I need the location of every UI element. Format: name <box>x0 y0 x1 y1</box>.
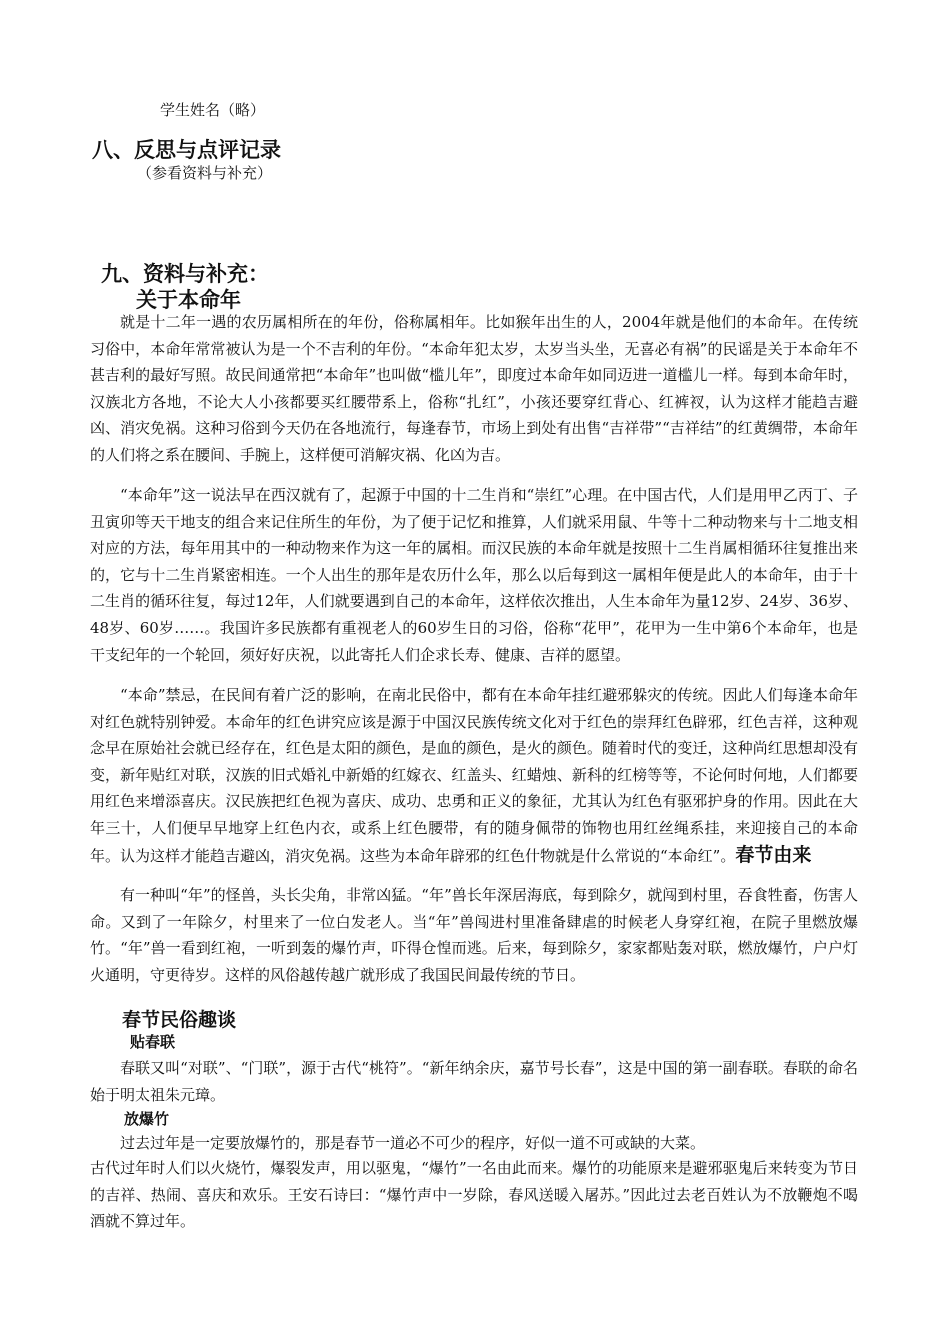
benming-paragraph-3 <box>90 682 858 869</box>
baozhu-paragraph-1: 过去过年是一定要放爆竹的，那是春节一道必不可少的程序，好似一道不可或缺的大菜。 <box>120 1134 706 1152</box>
benming-paragraph-2: “本命年”这一说法早在西汉就有了，起源于中国的十二生肖和“崇红”心理。在中国古代，人们是用甲乙丙丁、子丑寅卯等天干地支的组合来记住所生的年份，为了便于记忆和推算，人们就采用鼠、牛等十二种动物来与十二地支相对应的方法，每年用其中的一种动物来作为这一年的属相。而汉民族的本命年就是按照十二生肖属相循环往复推出来的，它与十二生肖紧密相连。一个人出生的那年是农历什么年，那么以后每到这一属相年便是此人的本命年，由于十二生肖的循环往复，每过12年，人们就要遇到自己的本命年，这样依次推出，人生本命年为量12岁、24岁、36岁、48岁、60岁……。我国许多民族都有重视老人的60岁生日的习俗，俗称“花甲”，花甲为一生中第6个本命年，也是干支纪年的一个轮回，须好好庆祝，以此寄托人们企求长寿、健康、吉祥的愿望。 <box>90 486 858 664</box>
section-8-note: （参看资料与补充） <box>137 164 273 182</box>
section-8-heading: 八、反思与点评记录 <box>92 138 281 162</box>
section-9-heading: 九、资料与补充： <box>101 262 269 286</box>
benming-paragraph-1: 就是十二年一遇的农历属相所在的年份，俗称属相年。比如猴年出生的人，2004年就是他们的本命年。在传统习俗中，本命年常常被认为是一个不吉利的年份。“本命年犯太岁，太岁当头坐，无喜必有祸”的民谣是关于本命年不甚吉利的最好写照。故民间通常把“本命年”也叫做“槛儿年”，即度过本命年如同迈进一道槛儿一样。每到本命年时，汉族北方各地，不论大人小孩都要买红腰带系上，俗称“扎红”，小孩还要穿红背心、红裤衩，认为这样才能趋吉避凶、消灾免祸。这种习俗到今天仍在各地流行，每逢春节，市场上到处有出售“吉祥带”“吉祥结”的红黄绸带，本命年的人们将之系在腰间、手腕上，这样便可消解灾祸、化凶为吉。 <box>90 313 858 464</box>
minsu-heading: 春节民俗趣谈 <box>122 1009 237 1031</box>
baozhu-paragraph-2: 古代过年时人们以火烧竹，爆裂发声，用以驱鬼，“爆竹”一名由此而来。爆竹的功能原来是避邪驱鬼后来转变为节日的吉祥、热闹、喜庆和欢乐。王安石诗曰：“爆竹声中一岁除，春风送暖入屠苏。”因此过去老百姓认为不放鞭炮不喝酒就不算过年。 <box>90 1159 858 1231</box>
duilian-heading: 贴春联 <box>130 1033 176 1051</box>
student-name-line: 学生姓名（略） <box>160 101 266 119</box>
baozhu-heading: 放爆竹 <box>124 1110 170 1128</box>
chunjie-paragraph: 有一种叫“年”的怪兽，头长尖角，非常凶猛。“年”兽长年深居海底，每到除夕，就闯到村里，吞食牲畜，伤害人命。又到了一年除夕，村里来了一位白发老人。当“年”兽闯进村里准备肆虐的时候老人身穿红袍，在院子里燃放爆竹。“年”兽一看到红袍，一听到轰的爆竹声，吓得仓惶而逃。后来，每到除夕，家家都贴轰对联，燃放爆竹，户户灯火通明，守更待岁。这样的风俗越传越广就形成了我国民间最传统的节日。 <box>90 886 858 984</box>
benming-heading: 关于本命年 <box>136 288 241 312</box>
duilian-paragraph: 春联又叫“对联”、“门联”，源于古代“桃符”。“新年纳余庆，嘉节号长春”，这是中国的第一副春联。春联的命名始于明太祖朱元璋。 <box>90 1059 858 1104</box>
benming-paragraph-3-text: “本命”禁忌，在民间有着广泛的影响，在南北民俗中，都有在本命年挂红避邪躲灾的传统。因此人们每逢本命年对红色就特别钟爱。本命年的红色讲究应该是源于中国汉民族传统文化对于红色的崇拜红色辟邪，红色吉祥，这种观念早在原始社会就已经存在，红色是太阳的颜色，是血的颜色，是火的颜色。随着时代的变迁，这种尚红思想却没有变，新年贴红对联，汉族的旧式婚礼中新婚的红嫁衣、红盖头、红蜡烛、新科的红榜等等，不论何时何地，人们都要用红色来增添喜庆。汉民族把红色视为喜庆、成功、忠勇和正义的象征，尤其认为红色有驱邪护身的作用。因此在大年三十，人们便早早地穿上红色内衣，或系上红色腰带，有的随身佩带的饰物也用红丝绳系挂，来迎接自己的本命年。认为这样才能趋吉避凶，消灾免祸。这些为本命年辟邪的红色什物就是什么常说的“本命红”。 <box>90 686 858 865</box>
chunjie-heading: 春节由来 <box>735 843 812 866</box>
